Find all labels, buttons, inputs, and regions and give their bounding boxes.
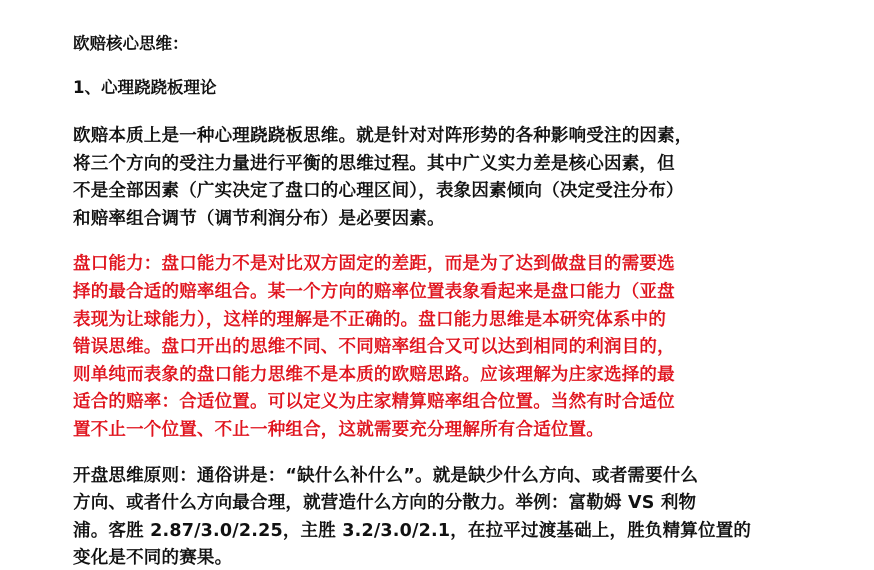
paragraph-line: 表现为让球能力），这样的理解是不正确的。盘口能力思维是本研究体系中的 (73, 309, 667, 330)
paragraph-line: 则单纯而表象的盘口能力思维不是本质的欧赔思路。应该理解为庄家选择的最 (73, 364, 675, 385)
paragraph-line: 择的最合适的赔率组合。某一个方向的赔率位置表象看起来是盘口能力（亚盘 (73, 281, 675, 302)
document-title: 欧赔核心思维： (73, 34, 189, 53)
paragraph-line: 开盘思维原则：通俗讲是：“缺什么补什么”。就是缺少什么方向、或者需要什么 (73, 465, 699, 486)
paragraph-line: 置不止一个位置、不止一种组合，这就需要充分理解所有合适位置。 (73, 419, 604, 440)
paragraph-line: 将三个方向的受注力量进行平衡的思维过程。其中广义实力差是核心因素，但 (73, 153, 675, 174)
paragraph-line: 和赔率组合调节（调节利润分布）是必要因素。 (73, 208, 445, 229)
paragraph-line: 变化是不同的赛果。 (73, 548, 233, 569)
paragraph-core-factors (73, 123, 814, 233)
paragraph-line: 浦。客胜 2.87/3.0/2.25，主胜 3.2/3.0/2.1，在拉平过渡基础上，胜负精算位置的 (73, 520, 752, 541)
paragraph-opening-principle (73, 463, 814, 570)
section-heading: 1、心理跷跷板理论 (73, 78, 217, 97)
paragraph-line: 错误思维。盘口开出的思维不同、不同赔率组合又可以达到相同的利润目的， (73, 337, 675, 358)
paragraph-handicap-ability (73, 251, 814, 444)
paragraph-line: 不是全部因素（广实决定了盘口的心理区间），表象因素倾向（决定受注分布） (73, 181, 684, 202)
paragraph-line: 欧赔本质上是一种心理跷跷板思维。就是针对对阵形势的各种影响受注的因素， (73, 126, 693, 146)
paragraph-line: 盘口能力：盘口能力不是对比双方固定的差距，而是为了达到做盘目的需要选 (73, 254, 675, 275)
paragraph-line: 方向、或者什么方向最合理，就营造什么方向的分散力。举例：富勒姆 VS 利物 (73, 493, 697, 514)
paragraph-line: 适合的赔率：合适位置。可以定义为庄家精算赔率组合位置。当然有时合适位 (73, 392, 675, 413)
